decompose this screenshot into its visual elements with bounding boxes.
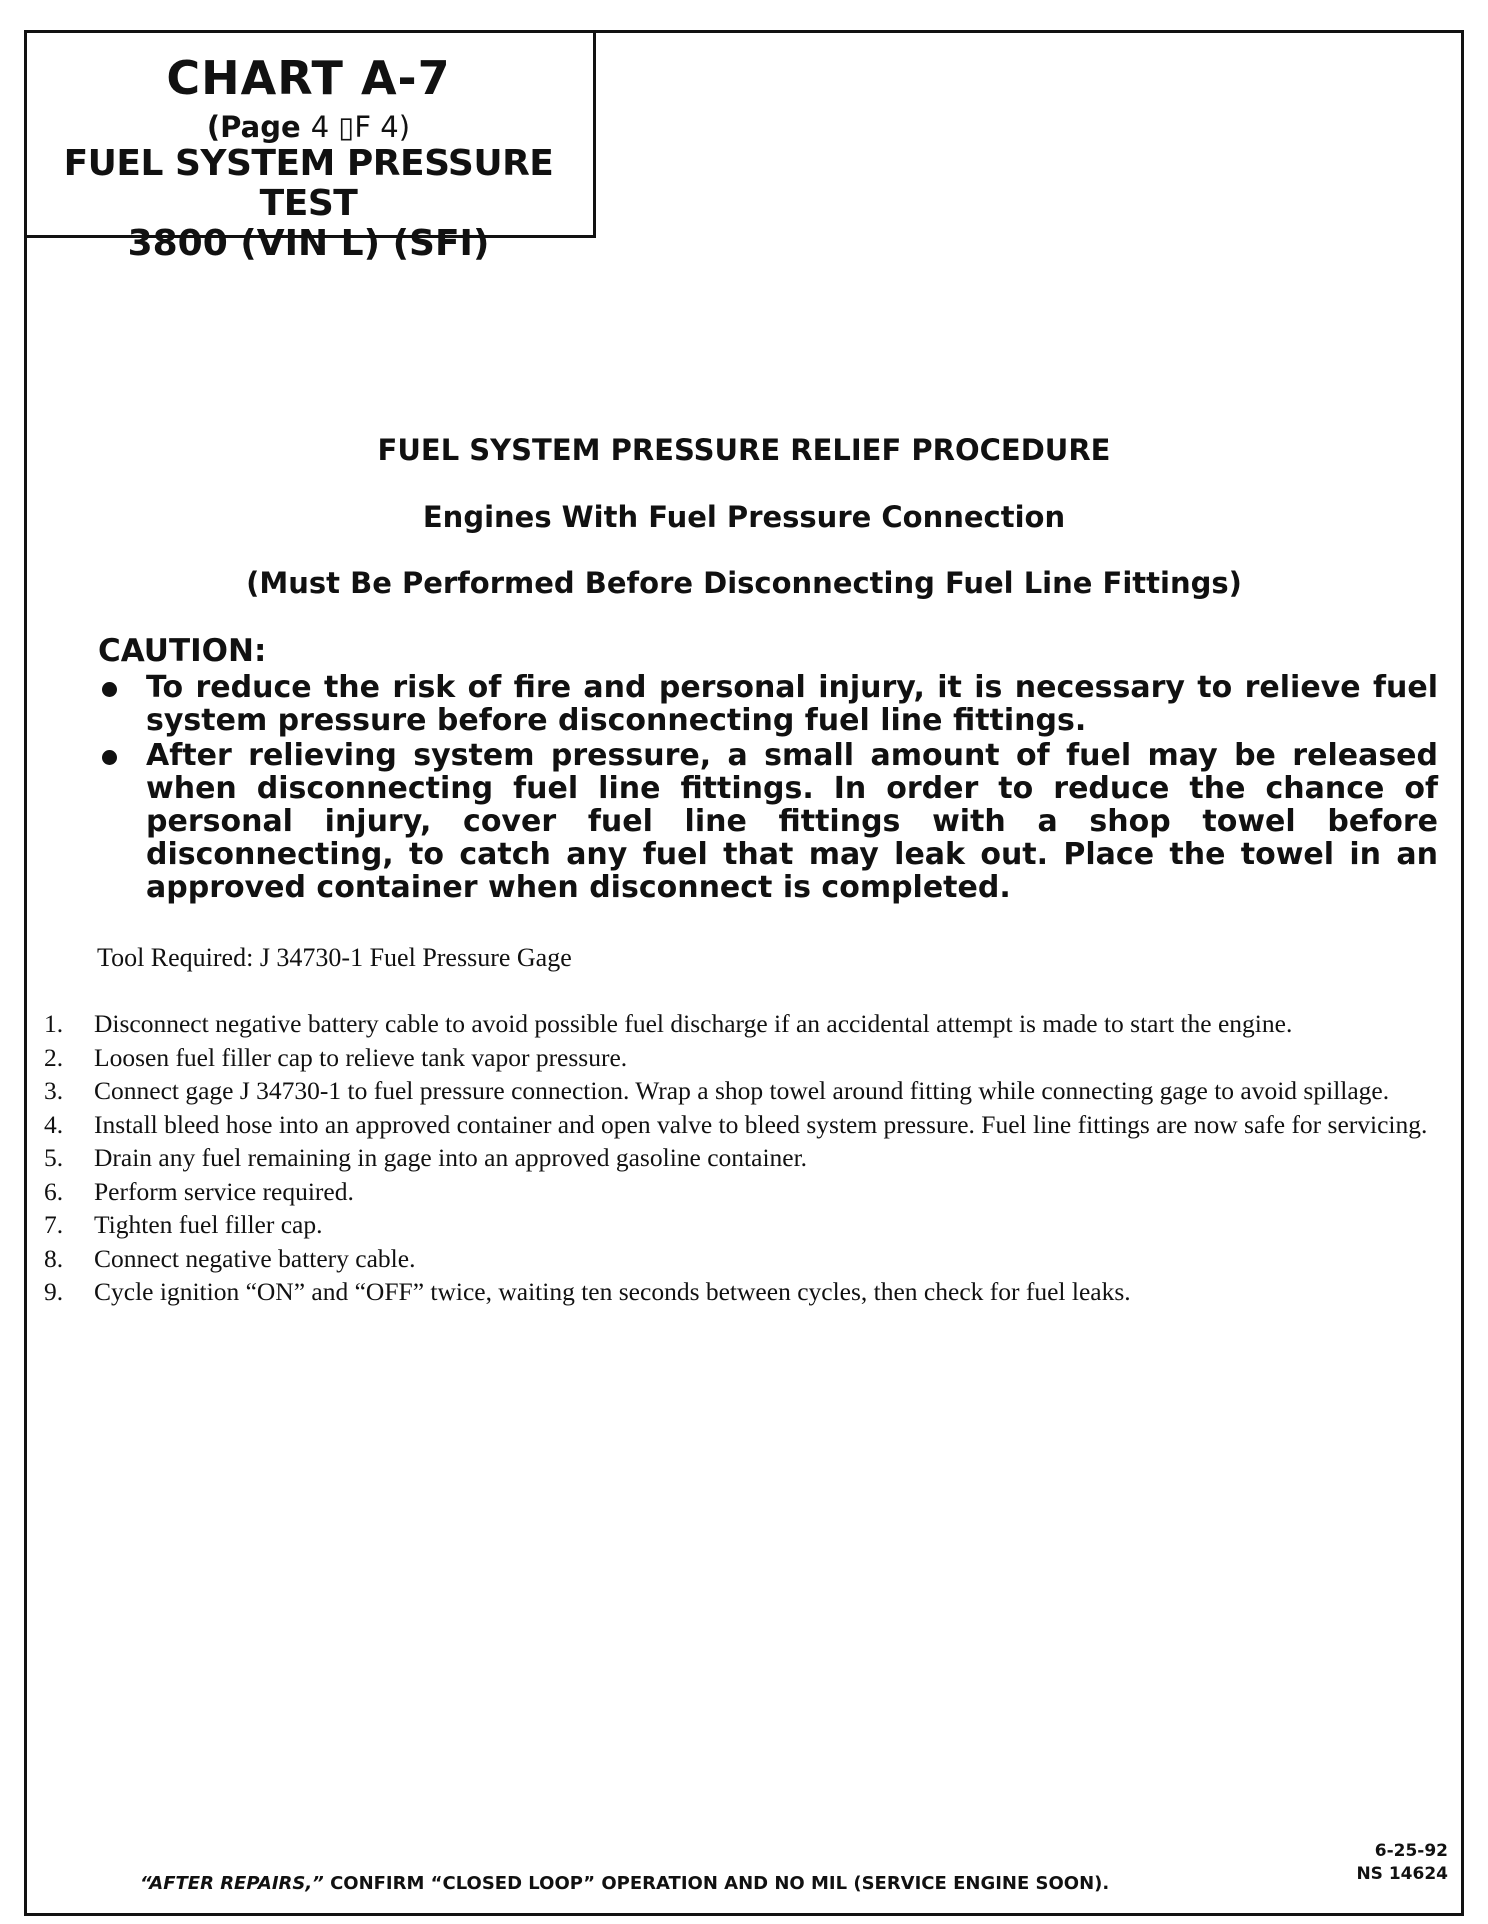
step-number: 9. <box>44 1277 64 1306</box>
step-number: 3. <box>44 1076 64 1105</box>
bullet-icon <box>102 750 117 765</box>
page-reference <box>24 110 593 144</box>
step-number: 1. <box>44 1009 64 1038</box>
step-number: 7. <box>44 1210 64 1239</box>
step-item <box>36 1041 1436 1075</box>
engine-title: 3800 (VIN L) (SFI) <box>127 223 490 264</box>
procedure-note: (Must Be Performed Before Disconnecting Fuel Line Fittings) <box>246 566 1242 600</box>
procedure-subtitle: Engines With Fuel Pressure Connection <box>422 500 1066 534</box>
document-number: NS 14624 <box>1356 1864 1448 1884</box>
step-number: 8. <box>44 1243 64 1273</box>
step-text: Connect gage J 34730-1 to fuel pressure connection. Wrap a shop towel around fitting while connecting gage to avoid spillage. <box>94 1076 1390 1105</box>
step-text: Cycle ignition “ON” and “OFF” twice, waiting ten seconds between cycles, then check for fuel leaks. <box>94 1277 1131 1306</box>
caution-item-text: After relieving system pressure, a small amount of fuel may be released when disconnecting fuel line fittings. In order to reduce the chance of personal injury, cover fuel line fittings with a shop towel before disconnecting, to catch any fuel that may leak out. Place the towel in an approved container when disconnect is completed. <box>146 738 1438 905</box>
procedure-steps <box>36 1007 1436 1309</box>
step-number: 5. <box>44 1143 64 1172</box>
step-text: Loosen fuel filler cap to relieve tank vapor pressure. <box>94 1042 628 1072</box>
step-item <box>36 1141 1436 1175</box>
caution-section <box>98 633 1438 904</box>
page-number: 4 ▯F 4) <box>310 110 411 144</box>
after-repairs-note <box>140 1873 1180 1894</box>
page-prefix: (Page <box>206 110 301 144</box>
step-text: Perform service required. <box>94 1176 354 1206</box>
step-text: Install bleed hose into an approved container and open valve to bleed system pressure. Fuel line fittings are now safe for servicing. <box>94 1109 1428 1139</box>
step-text: Drain any fuel remaining in gage into an approved gasoline container. <box>94 1143 808 1172</box>
bullet-icon <box>102 682 117 697</box>
step-item <box>36 1242 1436 1276</box>
caution-label: CAUTION: <box>98 633 267 669</box>
document-date: 6-25-92 <box>1374 1841 1448 1861</box>
step-number: 6. <box>44 1176 64 1206</box>
step-item <box>36 1108 1436 1142</box>
caution-list <box>98 671 1438 904</box>
procedure-title: FUEL SYSTEM PRESSURE RELIEF PROCEDURE <box>377 433 1111 467</box>
confirm-text: CONFIRM “CLOSED LOOP” OPERATION AND NO MIL (SERVICE ENGINE SOON). <box>330 1873 1110 1894</box>
step-text: Disconnect negative battery cable to avoid possible fuel discharge if an accidental attempt is made to start the engine. <box>94 1009 1293 1038</box>
caution-item <box>98 739 1438 904</box>
tool-required: Tool Required: J 34730-1 Fuel Pressure Gage <box>97 943 572 972</box>
document-code <box>1320 1840 1448 1886</box>
step-text: Connect negative battery cable. <box>94 1243 416 1273</box>
step-number: 4. <box>44 1109 64 1139</box>
step-item <box>36 1074 1436 1108</box>
chart-title: CHART A-7 <box>166 51 451 105</box>
step-number: 2. <box>44 1042 64 1072</box>
chart-title-box <box>24 30 596 264</box>
caution-item-text: To reduce the risk of fire and personal injury, it is necessary to relieve fuel system pressure before disconnecting fuel line fittings. <box>146 670 1438 738</box>
page-border <box>24 30 1464 1916</box>
test-title: FUEL SYSTEM PRESSURE TEST <box>63 143 554 224</box>
step-item <box>36 1208 1436 1242</box>
caution-item <box>98 671 1438 737</box>
after-repairs-label: “AFTER REPAIRS,” <box>140 1873 324 1894</box>
step-text: Tighten fuel filler cap. <box>94 1210 323 1239</box>
step-item <box>36 1175 1436 1209</box>
step-item <box>36 1275 1436 1309</box>
step-item <box>36 1007 1436 1041</box>
